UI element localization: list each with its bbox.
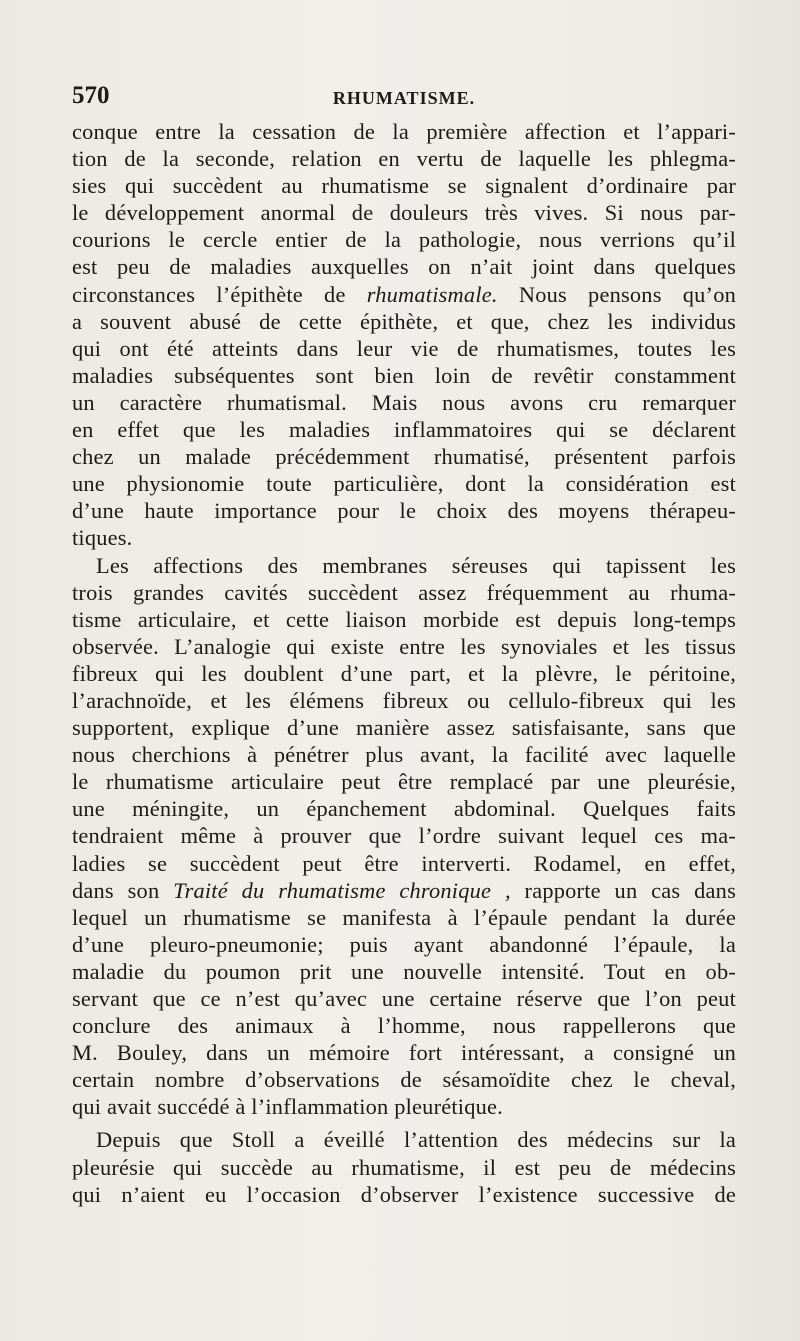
text-line: maladie du poumon prit une nouvelle intensité. Tout en ob- bbox=[72, 958, 736, 984]
text-line: pleurésie qui succède au rhumatisme, il est peu de médecins bbox=[72, 1154, 736, 1180]
body-text bbox=[72, 118, 736, 1208]
text-line: tion de la seconde, relation en vertu de laquelle les phlegma- bbox=[72, 146, 736, 172]
text-line: observée. L’analogie qui existe entre les synoviales et les tissus bbox=[72, 633, 736, 659]
text-line: fibreux qui les doublent d’une part, et la plèvre, le péritoine, bbox=[72, 660, 736, 686]
text-line bbox=[72, 281, 736, 308]
text-line: qui ont été atteints dans leur vie de rhumatismes, toutes les bbox=[72, 335, 736, 361]
text-line bbox=[72, 877, 736, 904]
text-line: d’une pleuro-pneumonie; puis ayant abandonné l’épaule, la bbox=[72, 931, 736, 957]
text-line: nous cherchions à pénétrer plus avant, la facilité avec laquelle bbox=[72, 742, 736, 768]
text-line: Depuis que Stoll a éveillé l’attention des médecins sur la bbox=[96, 1127, 736, 1153]
text-line: ladies se succèdent peut être interverti. Rodamel, en effet, bbox=[72, 850, 736, 876]
text-line: d’une haute importance pour le choix des moyens thérapeu- bbox=[72, 498, 736, 524]
text-line: est peu de maladies auxquelles on n’ait joint dans quelques bbox=[72, 254, 736, 280]
page-header bbox=[72, 82, 736, 118]
text-line: un caractère rhumatismal. Mais nous avons cru remarquer bbox=[72, 389, 736, 415]
text-line: une physionomie toute particulière, dont la considération est bbox=[72, 471, 736, 497]
text-line: sies qui succèdent au rhumatisme se signalent d’ordinaire par bbox=[72, 173, 736, 199]
text-line: servant que ce n’est qu’avec une certaine réserve que l’on peut bbox=[72, 986, 736, 1011]
text-line: certain nombre d’observations de sésamoïdite chez le cheval, bbox=[72, 1067, 736, 1093]
text-line: tiques. bbox=[72, 525, 133, 551]
text-line: trois grandes cavités succèdent assez fréquemment au rhuma- bbox=[72, 579, 736, 605]
text-line: qui avait succédé à l’inflammation pleurétique. bbox=[72, 1094, 503, 1120]
text-line: le développement anormal de douleurs très vives. Si nous par- bbox=[72, 200, 736, 226]
text-line: tendraient même à prouver que l’ordre suivant lequel ces ma- bbox=[72, 823, 736, 849]
text-line: chez un malade précédemment rhumatisé, présentent parfois bbox=[72, 444, 736, 470]
page-number: 570 bbox=[72, 82, 110, 109]
text-line: le rhumatisme articulaire peut être remplacé par une pleurésie, bbox=[72, 769, 736, 795]
paragraph-1 bbox=[72, 118, 736, 552]
text-line: conque entre la cessation de la première affection et l’appari- bbox=[72, 119, 736, 144]
italic-term: rhumatismale. bbox=[366, 281, 498, 307]
text-segment: Nous pensons qu’on bbox=[497, 281, 736, 307]
running-title: RHUMATISME. bbox=[332, 88, 476, 108]
text-line: en effet que les maladies inflammatoires qui se déclarent bbox=[72, 417, 736, 443]
text-line: lequel un rhumatisme se manifesta à l’épaule pendant la durée bbox=[72, 904, 736, 930]
text-line: courions le cercle entier de la pathologie, nous verrions qu’il bbox=[72, 227, 736, 253]
text-line: tisme articulaire, et cette liaison morbide est depuis long-temps bbox=[72, 606, 736, 632]
paragraph-2 bbox=[72, 552, 736, 1121]
text-segment: dans son bbox=[72, 877, 174, 903]
text-line: a souvent abusé de cette épithète, et que, chez les individus bbox=[72, 308, 736, 334]
text-line: supportent, explique d’une manière assez satisfaisante, sans que bbox=[72, 715, 736, 741]
text-line: maladies subséquentes sont bien loin de revêtir constamment bbox=[72, 362, 736, 388]
text-line: qui n’aient eu l’occasion d’observer l’existence successive de bbox=[72, 1181, 736, 1207]
text-line: M. Bouley, dans un mémoire fort intéressant, a consigné un bbox=[72, 1040, 736, 1066]
text-segment: rapporte un cas dans bbox=[510, 877, 736, 903]
text-line: Les affections des membranes séreuses qui tapissent les bbox=[96, 552, 736, 578]
text-line: conclure des animaux à l’homme, nous rappellerons que bbox=[72, 1013, 736, 1039]
text-line: une méningite, un épanchement abdominal. Quelques faits bbox=[72, 796, 736, 822]
paragraph-3 bbox=[72, 1126, 736, 1207]
text-line: l’arachnoïde, et les élémens fibreux ou cellulo-fibreux qui les bbox=[72, 687, 736, 713]
italic-book-title: Traité du rhumatisme chronique , bbox=[173, 877, 511, 903]
text-segment: circonstances l’épithète de bbox=[72, 281, 367, 307]
